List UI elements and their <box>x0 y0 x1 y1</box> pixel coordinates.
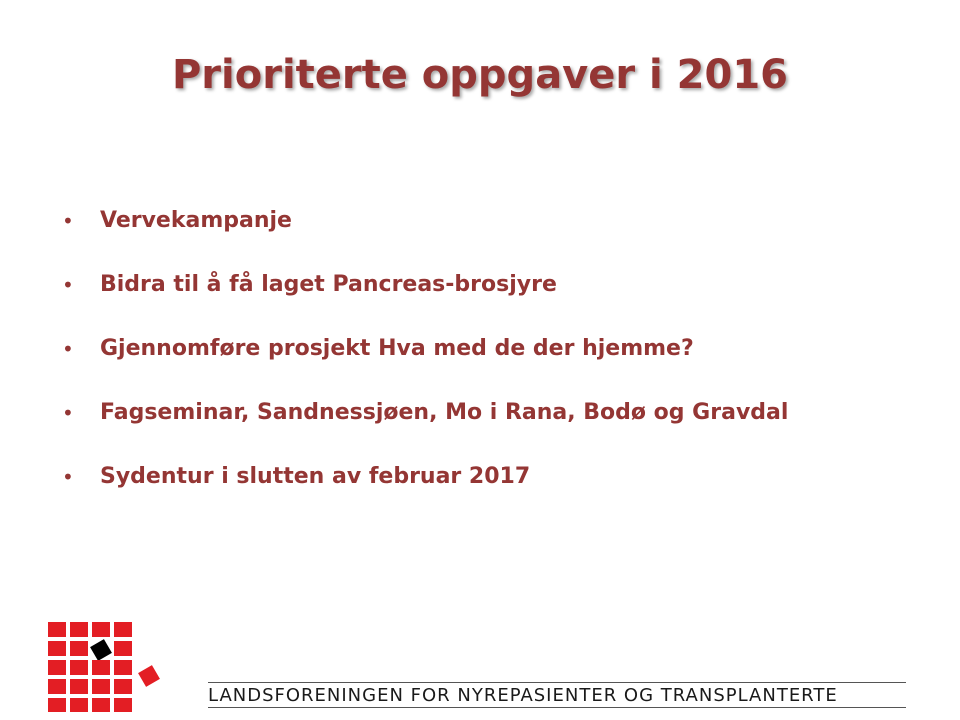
logo-square <box>114 660 132 675</box>
logo-square <box>48 622 66 637</box>
logo-square <box>48 660 66 675</box>
bullet-item <box>60 200 920 264</box>
organization-name: LANDSFORENINGEN FOR NYREPASIENTER OG TRANSPLANTERTE <box>208 685 838 706</box>
bullet-item <box>60 392 920 456</box>
logo-square <box>114 622 132 637</box>
bullet-list <box>60 200 920 520</box>
logo-square <box>92 679 110 694</box>
bullet-marker: • <box>62 401 74 425</box>
bullet-item <box>60 456 920 520</box>
logo-square <box>70 679 88 694</box>
logo-square <box>92 622 110 637</box>
logo-square <box>48 698 66 712</box>
bullet-text: Fagseminar, Sandnessjøen, Mo i Rana, Bodø og Gravdal <box>100 400 789 425</box>
bullet-marker: • <box>62 465 74 489</box>
bullet-item <box>60 264 920 328</box>
red-grid-logo-icon <box>48 622 168 712</box>
footer-rule-bottom <box>208 707 906 708</box>
logo-square <box>114 679 132 694</box>
logo-square <box>92 660 110 675</box>
logo-square <box>48 679 66 694</box>
bullet-marker: • <box>62 209 74 233</box>
bullet-text: Bidra til å få laget Pancreas-brosjyre <box>100 272 557 297</box>
logo-square <box>48 641 66 656</box>
slide-title: Prioriterte oppgaver i 2016 <box>171 52 788 98</box>
logo-black-square <box>90 639 112 661</box>
bullet-marker: • <box>62 337 74 361</box>
bullet-text: Sydentur i slutten av februar 2017 <box>100 464 531 489</box>
logo-rotated-square <box>138 665 160 687</box>
bullet-text: Vervekampanje <box>100 208 292 233</box>
bullet-text: Gjennomføre prosjekt Hva med de der hjemme? <box>100 336 694 361</box>
logo-square <box>92 698 110 712</box>
logo-square <box>114 698 132 712</box>
logo-square <box>70 660 88 675</box>
bullet-marker: • <box>62 273 74 297</box>
bullet-item <box>60 328 920 392</box>
logo-square <box>70 641 88 656</box>
logo-square <box>70 622 88 637</box>
footer-rule-top <box>208 682 906 683</box>
logo-square <box>114 641 132 656</box>
logo-square <box>70 698 88 712</box>
